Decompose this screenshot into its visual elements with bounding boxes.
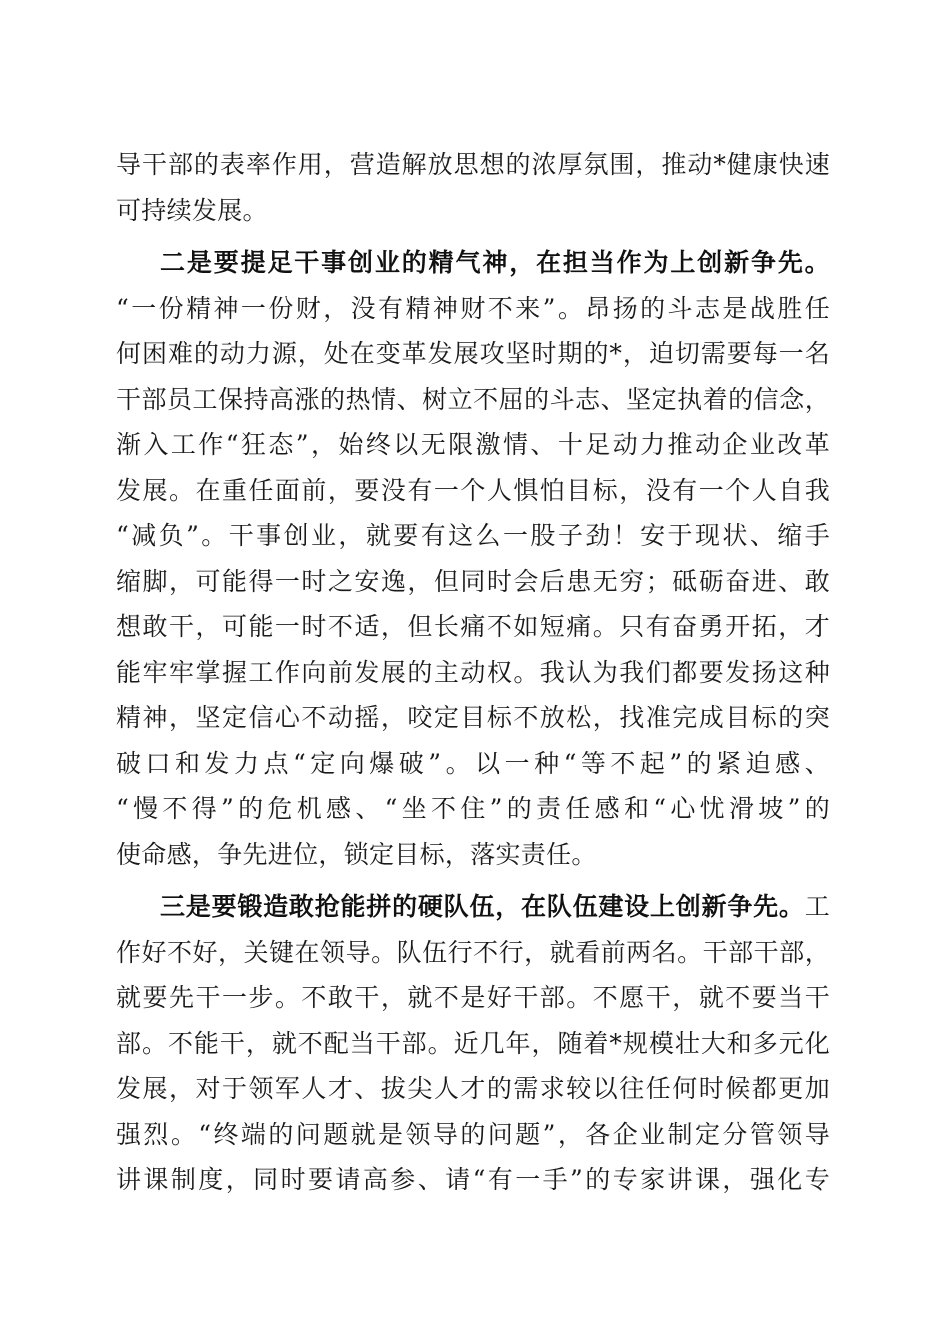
- text-line: 想敢干，可能一时不适，但长痛不如短痛。只有奋勇开拓，才: [116, 612, 830, 641]
- text-line: 发展。在重任面前，要没有一个人惧怕目标，没有一个人自我: [116, 475, 830, 505]
- text-line: 部。不能干，就不配当干部。近几年，随着*规模壮大和多元化: [116, 1028, 830, 1058]
- text-line: 能牢牢掌握工作向前发展的主动权。我认为我们都要发扬这种: [116, 657, 830, 687]
- paragraph-3: [116, 884, 830, 1203]
- text-line: 就要先干一步。不敢干，就不是好干部。不愿干，就不要当干: [116, 983, 830, 1012]
- text-line: 破口和发力点“定向爆破”。以一种“等不起”的紧迫感、: [116, 748, 830, 778]
- text-line: “一份精神一份财，没有精神财不来”。昂扬的斗志是战胜任: [116, 293, 830, 323]
- text-line: 干部员工保持高涨的热情、树立不屈的斗志、坚定执着的信念，: [116, 384, 830, 414]
- text-line: “减负”。干事创业，就要有这么一股子劲！安于现状、缩手: [116, 521, 830, 550]
- lead-tail: 工: [804, 892, 830, 921]
- text-line: “慢不得”的危机感、“坐不住”的责任感和“心忧滑坡”的: [116, 794, 830, 823]
- text-line: 缩脚，可能得一时之安逸，但同时会后患无穷；砥砺奋进、敢: [116, 566, 830, 596]
- document-body: [116, 142, 830, 1203]
- text-line: 可持续发展。: [116, 195, 268, 225]
- text-line: 导干部的表率作用，营造解放思想的浓厚氛围，推动*健康快速: [116, 150, 830, 179]
- text-line: 渐入工作“狂态”，始终以无限激情、十足动力推动企业改革: [116, 430, 830, 459]
- text-line: 讲课制度，同时要请高参、请“有一手”的专家讲课，强化专: [116, 1165, 830, 1194]
- paragraph-1: [116, 142, 830, 233]
- text-line: 强烈。“终端的问题就是领导的问题”，各企业制定分管领导: [116, 1119, 830, 1149]
- paragraph-heading: [116, 884, 830, 930]
- text-line: 作好不好，关键在领导。队伍行不行，就看前两名。干部干部，: [116, 937, 830, 967]
- text-line: 精神，坚定信心不动摇，咬定目标不放松，找准完成目标的突: [116, 703, 830, 732]
- text-line: 使命感，争先进位，锁定目标，落实责任。: [116, 839, 597, 869]
- lead-sentence: 三是要锻造敢抢能拼的硬队伍，在队伍建设上创新争先。: [160, 892, 805, 921]
- paragraph-heading: [116, 240, 830, 286]
- text-line: 何困难的动力源，处在变革发展攻坚时期的*，迫切需要每一名: [116, 339, 830, 368]
- paragraph-2: [116, 240, 830, 877]
- lead-sentence: 二是要提足干事创业的精气神，在担当作为上创新争先。: [160, 248, 830, 277]
- text-line: 发展，对于领军人才、拔尖人才的需求较以往任何时候都更加: [116, 1074, 830, 1103]
